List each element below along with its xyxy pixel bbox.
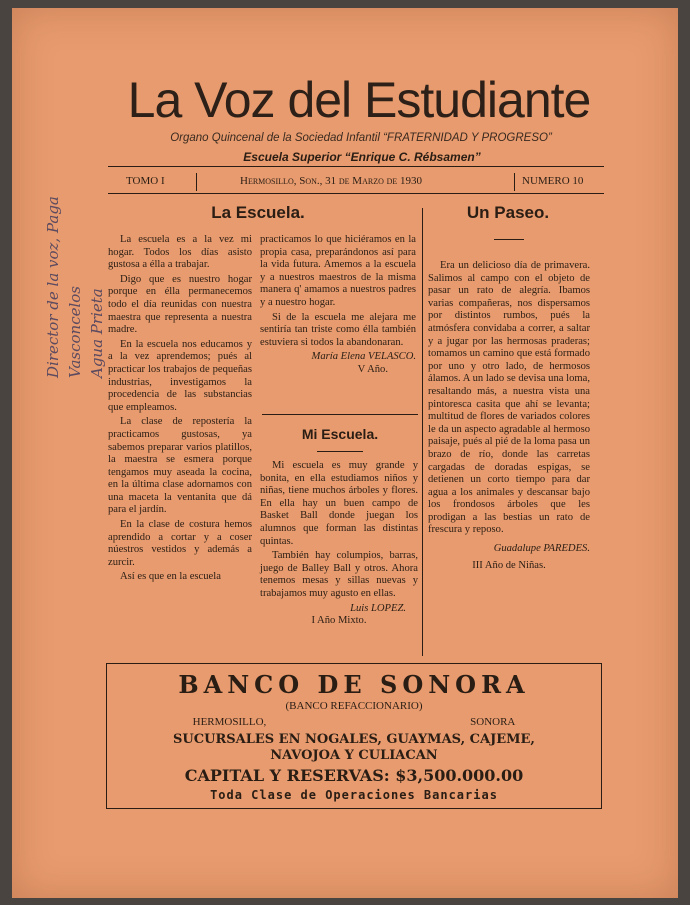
bank-city: HERMOSILLO,	[192, 716, 267, 728]
paragraph: Si de la escuela me alejara me sentiría tan triste como élla también estuviera si todos la abandonaran.	[260, 311, 416, 348]
author-signature: Luis LOPEZ.	[350, 602, 406, 614]
article-heading-mi-escuela: Mi Escuela.	[301, 426, 379, 442]
column-rule	[422, 208, 423, 656]
tomo-label: TOMO I	[126, 175, 165, 187]
paragraph: La clase de repostería la practicamos gustosas, ya sabemos preparar varios platillos, la maestra se esmera porque tengamos muy aseada la cocina, en la última clase adornamos con una maceta la ventanita que dá para el jardín.	[108, 416, 252, 516]
info-divider-2	[514, 173, 515, 191]
article-un-paseo-body	[428, 260, 590, 572]
handwritten-margin-note	[42, 118, 106, 378]
margin-note-line-2: Agua Prieta	[88, 288, 106, 378]
paragraph: También hay columpios, barras, juego de Balley Ball y otros. Ahora tenemos mesas y sillas nuevas y trabajamos muy agusto en ellas.	[260, 550, 418, 599]
masthead-rule-bottom	[108, 193, 604, 194]
author-grade: I Año Mixto.	[311, 615, 367, 627]
article-divider	[262, 414, 418, 415]
info-divider-1	[196, 173, 197, 191]
heading-underline	[494, 239, 524, 240]
article-la-escuela-col1	[108, 234, 252, 586]
author-grade: III Año de Niñas.	[472, 559, 546, 571]
paragraph: En la escuela nos educamos y a la vez aprendemos; pués al practicar los trabajos de pequeñas industrias, investigamos la procedencia de las substancias que empleamos.	[108, 338, 252, 413]
paragraph: Era un delicioso día de primavera. Salimos al campo con el objeto de pasar un rato de alegría. Ibamos varias compañeras, nos dispersamos por distintos rumbos, pués la atmósfera convidaba a correr, a saltar y a jugar por las hermosas praderas; tomamos un camino que está formado por uno y otro lado, de hermosos álamos. A un lado se devisa una loma, resaltando más, a nuestra vista una pintoresca casita que ahí se levanta; multitud de flores de variados colores le da un aspecto agradable al hermoso paisaje, pués al pié de la loma pasa un brazo de río, donde las carretas cargadas de doradas espigas, se detienen un corto tiempo para dar agua a los animales y descansar bajo los frondosos árboles que les prodigan a las bestias un rato de frescura y reposo.	[428, 260, 590, 536]
place-date: Hermosillo, Son., 31 de Marzo de 1930	[240, 175, 423, 187]
masthead-rule-top	[108, 166, 604, 167]
paragraph: En la clase de costura hemos aprendido a cortar y a coser núestros vestidos y además a zurcir.	[108, 519, 252, 568]
bank-operations: Toda Clase de Operaciones Bancarias	[210, 788, 498, 802]
bank-state: SONORA	[470, 716, 516, 728]
article-la-escuela-col2	[260, 234, 416, 377]
bank-advertisement	[106, 663, 602, 809]
issue-info-bar	[108, 171, 604, 193]
paragraph: Así es que en la escuela	[120, 571, 221, 583]
bank-subtitle: (BANCO REFACCIONARIO)	[285, 700, 423, 712]
article-mi-escuela-body	[260, 460, 418, 628]
author-signature: Guadalupe PAREDES.	[493, 543, 590, 555]
issue-number: NUMERO 10	[522, 175, 584, 187]
newspaper-page	[12, 8, 678, 898]
bank-location	[107, 716, 601, 728]
article-heading-la-escuela: La Escuela.	[211, 203, 305, 222]
bank-name: BANCO DE SONORA	[178, 670, 530, 699]
school-name: Escuela Superior “Enrique C. Rébsamen”	[243, 150, 481, 164]
paragraph: Digo que es nuestro hogar porque en élla permanecemos todo el día reunidas con nuestra maestra que representa a nuestra madre.	[108, 273, 252, 336]
newspaper-subtitle: Organo Quincenal de la Sociedad Infantil “FRATERNIDAD Y PROGRESO”	[170, 132, 552, 144]
margin-note-line-1: Director de la voz, Paga Vasconcelos	[44, 196, 84, 378]
paragraph: La escuela es a la vez mi hogar. Todos los días asisto gustosa a élla a trabajar.	[108, 234, 252, 271]
author-signature: María Elena VELASCO.	[311, 351, 416, 363]
paragraph: Mi escuela es muy grande y bonita, en ella estudiamos niños y niñas, tiene muchos árboles y flores. En ella hay un buen campo de Basket Ball donde juegan los alumnos que forman las distintas quintas.	[260, 460, 418, 547]
paragraph: practicamos lo que hiciéramos en la propia casa, preparándonos así para la vida futura. Amemos a la escuela y a nuestros maestros de la misma manera q' amamos a nuestros padres y a nuestro hogar.	[260, 234, 416, 308]
heading-underline	[317, 451, 363, 452]
bank-capital: CAPITAL Y RESERVAS: $3,500.000.00	[184, 766, 524, 785]
author-grade: V Año.	[357, 363, 388, 375]
bank-branches-2: NAVOJOA Y CULIACAN	[270, 748, 438, 763]
newspaper-title: La Voz del Estudiante	[127, 72, 591, 128]
bank-branches-1: SUCURSALES EN NOGALES, GUAYMAS, CAJEME,	[173, 732, 535, 747]
article-heading-un-paseo: Un Paseo.	[466, 203, 550, 222]
